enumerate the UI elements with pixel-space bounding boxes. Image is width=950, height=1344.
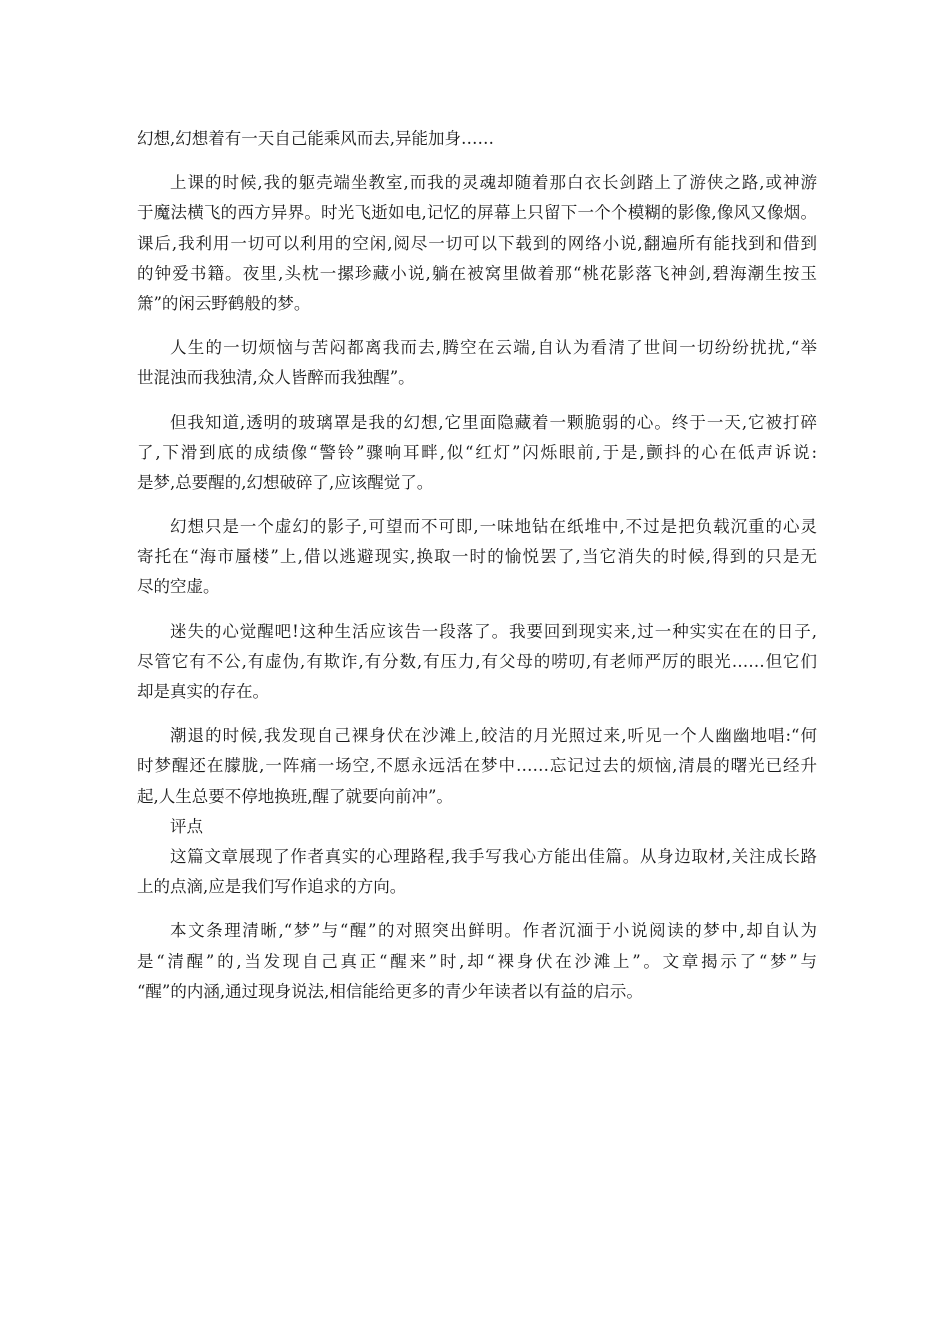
text-line: 时梦醒还在朦胧,一阵痛一场空,不愿永远活在梦中……忘记过去的烦恼,清晨的曙光已经升 — [137, 756, 817, 776]
text-line: 幻想,幻想着有一天自己能乘风而去,异能加身…… — [137, 129, 494, 148]
text-line: 了,下滑到底的成绩像“警铃”骤响耳畔,似“红灯”闪烁眼前,于是,颤抖的心在低声诉说: — [137, 442, 817, 462]
text-line: 尽管它有不公,有虚伪,有欺诈,有分数,有压力,有父母的唠叨,有老师严厉的眼光……但它们 — [137, 651, 817, 671]
text-line: 本文条理清晰,“梦”与“醒”的对照突出鲜明。作者沉湎于小说阅读的梦中,却自认为 — [170, 921, 817, 941]
text-line: 是“清醒”的,当发现自己真正“醒来”时,却“裸身伏在沙滩上”。文章揭示了“梦”与 — [137, 951, 817, 971]
paragraph — [137, 721, 817, 812]
paragraph — [137, 512, 817, 603]
text-line: 但我知道,透明的玻璃罩是我的幻想,它里面隐藏着一颗脆弱的心。终于一天,它被打碎 — [170, 412, 817, 432]
text-line: 却是真实的存在。 — [137, 682, 269, 701]
text-line: 潮退的时候,我发现自己裸身伏在沙滩上,皎洁的月光照过来,听见一个人幽幽地唱:“何 — [170, 726, 817, 746]
document-page — [137, 124, 817, 1007]
text-line: 课后,我利用一切可以利用的空闲,阅尽一切可以下载到的网络小说,翻遍所有能找到和借到 — [137, 233, 817, 253]
text-line: 迷失的心觉醒吧!这种生活应该告一段落了。我要回到现实来,过一种实实在在的日子, — [170, 621, 817, 641]
text-line: 起,人生总要不停地换班,醒了就要向前冲”。 — [137, 786, 453, 806]
paragraph — [137, 842, 817, 902]
text-line: 人生的一切烦恼与苦闷都离我而去,腾空在云端,自认为看清了世间一切纷纷扰扰,“举 — [170, 338, 817, 358]
commentary-heading — [137, 812, 817, 842]
text-line: “醒”的内涵,通过现身说法,相信能给更多的青少年读者以有益的启示。 — [137, 981, 643, 1001]
paragraph — [137, 408, 817, 499]
paragraph — [137, 916, 817, 1007]
text-line: 这篇文章展现了作者真实的心理路程,我手写我心方能出佳篇。从身边取材,关注成长路 — [170, 846, 817, 866]
text-line: 于魔法横飞的西方异界。时光飞逝如电,记忆的屏幕上只留下一个个模糊的影像,像风又像烟。 — [137, 203, 817, 223]
text-line: 评点 — [170, 816, 203, 836]
paragraph — [137, 617, 817, 708]
text-line: 上课的时候,我的躯壳端坐教室,而我的灵魂却随着那白衣长剑踏上了游侠之路,或神游 — [170, 173, 817, 193]
text-line: 寄托在“海市蜃楼”上,借以逃避现实,换取一时的愉悦罢了,当它消失的时候,得到的只是无 — [137, 547, 817, 567]
text-line: 的钟爱书籍。夜里,头枕一摞珍藏小说,躺在被窝里做着那“桃花影落飞神剑,碧海潮生按玉 — [137, 263, 817, 283]
text-line: 幻想只是一个虚幻的影子,可望而不可即,一味地钻在纸堆中,不过是把负载沉重的心灵 — [170, 517, 817, 537]
paragraph — [137, 333, 817, 393]
text-line: 上的点滴,应是我们写作追求的方向。 — [137, 877, 407, 897]
text-line: 箫”的闲云野鹤般的梦。 — [137, 293, 311, 313]
text-line: 是梦,总要醒的,幻想破碎了,应该醒觉了。 — [137, 472, 434, 492]
text-line: 尽的空虚。 — [137, 577, 220, 597]
paragraph — [137, 124, 817, 154]
text-line: 世混浊而我独清,众人皆醉而我独醒”。 — [137, 368, 415, 388]
paragraph — [137, 168, 817, 319]
